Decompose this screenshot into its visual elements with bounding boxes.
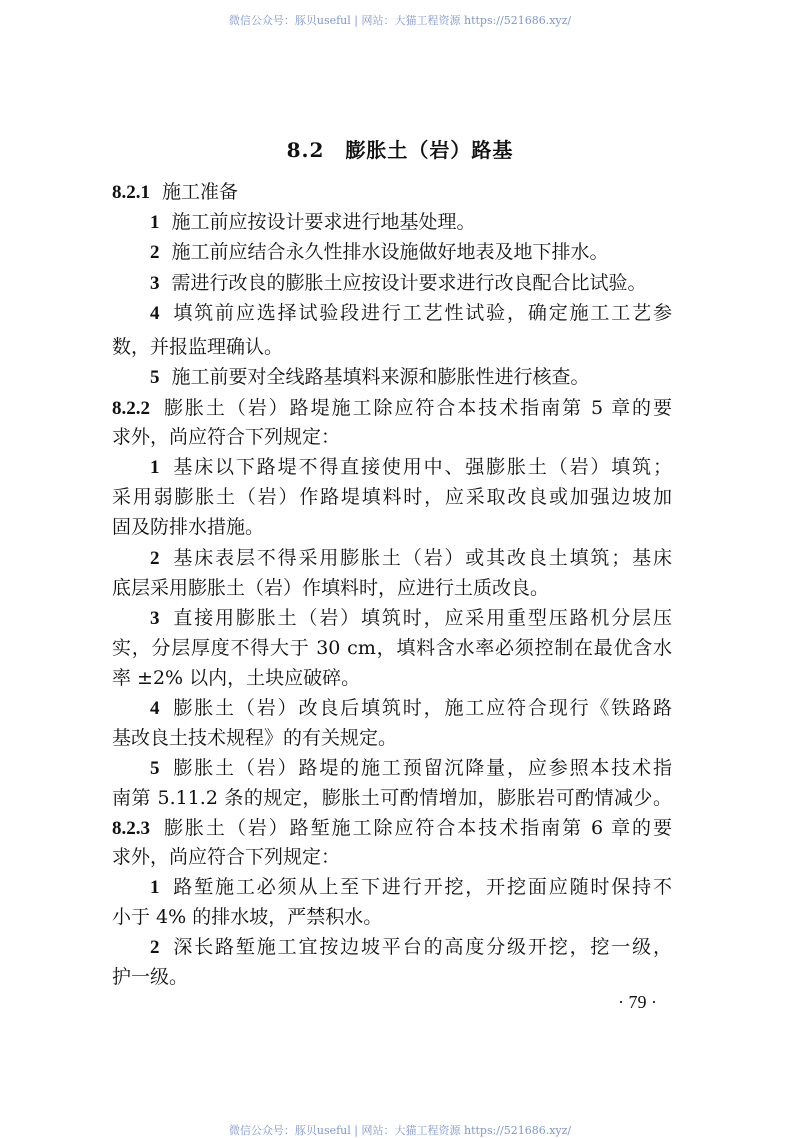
line-text: 基改良土技术规程》的有关规定。: [112, 727, 398, 749]
line-text: 数，并报监理确认。: [112, 336, 284, 358]
line-text: 深长路堑施工宜按边坡平台的高度分级开挖，挖一级，: [171, 936, 672, 958]
text-line: [112, 905, 382, 929]
text-line: [112, 965, 188, 989]
text-line: [112, 425, 340, 449]
item-number: 3: [150, 608, 160, 629]
text-line: [150, 240, 609, 265]
line-text: 采用弱膨胀土（岩）作路堤填料时，应采取改良或加强边坡加: [112, 486, 672, 508]
text-line: [150, 546, 672, 571]
footer-watermark: 微信公众号：豚贝useful | 网站：大猫工程资源 https://521686.xyz/: [228, 1124, 572, 1137]
line-text: 施工前应结合永久性排水设施做好地表及地下排水。: [171, 241, 609, 263]
text-line: [112, 515, 264, 539]
clause-heading-line: [112, 396, 672, 421]
line-text: 膨胀土（岩）路堤的施工预留沉降量，应参照本技术指: [171, 757, 672, 779]
text-line: [150, 756, 672, 781]
item-number: 8.2.2: [112, 398, 150, 419]
text-line: [150, 271, 647, 296]
item-number: 1: [150, 877, 160, 898]
line-text: 需进行改良的膨胀土应按设计要求进行改良配合比试验。: [171, 272, 647, 294]
text-line: [112, 845, 340, 869]
line-text: 膨胀土（岩）改良后填筑时，施工应符合现行《铁路路: [171, 697, 672, 719]
text-line: [112, 636, 672, 660]
item-number: 1: [150, 457, 160, 478]
line-text: 基床表层不得采用膨胀土（岩）或其改良土填筑；基床: [171, 547, 672, 569]
text-line: [112, 726, 397, 750]
line-text: 南第 5.11.2 条的规定，膨胀土可酌情增加，膨胀岩可酌情减少。: [112, 787, 672, 809]
text-line: [150, 875, 672, 900]
line-text: 率 ±2% 以内，土块应破碎。: [112, 667, 361, 689]
item-number: 8.2.1: [112, 182, 150, 203]
clause-heading-line: [112, 816, 672, 841]
item-number: 3: [150, 273, 160, 294]
text-line: [150, 935, 672, 960]
item-number: 2: [150, 548, 160, 569]
item-number: 4: [150, 303, 160, 324]
line-text: 实，分层厚度不得大于 30 cm，填料含水率必须控制在最优含水: [112, 637, 672, 659]
line-text: 底层采用膨胀土（岩）作填料时，应进行土质改良。: [112, 577, 550, 599]
text-line: [150, 606, 672, 631]
item-number: 2: [150, 242, 160, 263]
item-number: 1: [150, 212, 160, 233]
text-line: [112, 485, 672, 509]
text-line: [150, 455, 672, 480]
line-text: 求外，尚应符合下列规定：: [112, 846, 341, 868]
text-line: [112, 335, 283, 359]
line-text: 填筑前应选择试验段进行工艺性试验，确定施工工艺参: [171, 302, 672, 324]
item-number: 5: [150, 367, 160, 388]
line-text: 膨胀土（岩）路堤施工除应符合本技术指南第 5 章的要: [162, 397, 672, 419]
text-line: [150, 210, 476, 235]
item-number: 2: [150, 937, 160, 958]
text-line: [150, 301, 672, 326]
section-title: 8.2 膨胀土（岩）路基: [286, 138, 514, 162]
text-line: [112, 786, 672, 810]
line-text: 基床以下路堤不得直接使用中、强膨胀土（岩）填筑；: [171, 456, 672, 478]
text-line: [112, 576, 549, 600]
line-text: 路堑施工必须从上至下进行开挖，开挖面应随时保持不: [171, 876, 672, 898]
line-text: 小于 4% 的排水坡，严禁积水。: [112, 906, 383, 928]
line-text: 直接用膨胀土（岩）填筑时，应采用重型压路机分层压: [171, 607, 672, 629]
line-text: 施工准备: [162, 181, 239, 203]
text-line: [150, 365, 590, 390]
page-number: · 79 ·: [618, 992, 657, 1012]
item-number: 8.2.3: [112, 818, 150, 839]
text-line: [112, 666, 360, 690]
header-watermark: 微信公众号：豚贝useful | 网站：大猫工程资源 https://521686.xyz/: [228, 14, 572, 27]
text-line: [150, 696, 672, 721]
clause-heading-line: [112, 180, 238, 205]
line-text: 施工前应按设计要求进行地基处理。: [171, 211, 476, 233]
item-number: 4: [150, 698, 160, 719]
line-text: 固及防排水措施。: [112, 516, 265, 538]
item-number: 5: [150, 758, 160, 779]
line-text: 施工前要对全线路基填料来源和膨胀性进行核查。: [171, 366, 590, 388]
line-text: 护一级。: [112, 966, 189, 988]
line-text: 求外，尚应符合下列规定：: [112, 426, 341, 448]
line-text: 膨胀土（岩）路堑施工除应符合本技术指南第 6 章的要: [162, 817, 672, 839]
